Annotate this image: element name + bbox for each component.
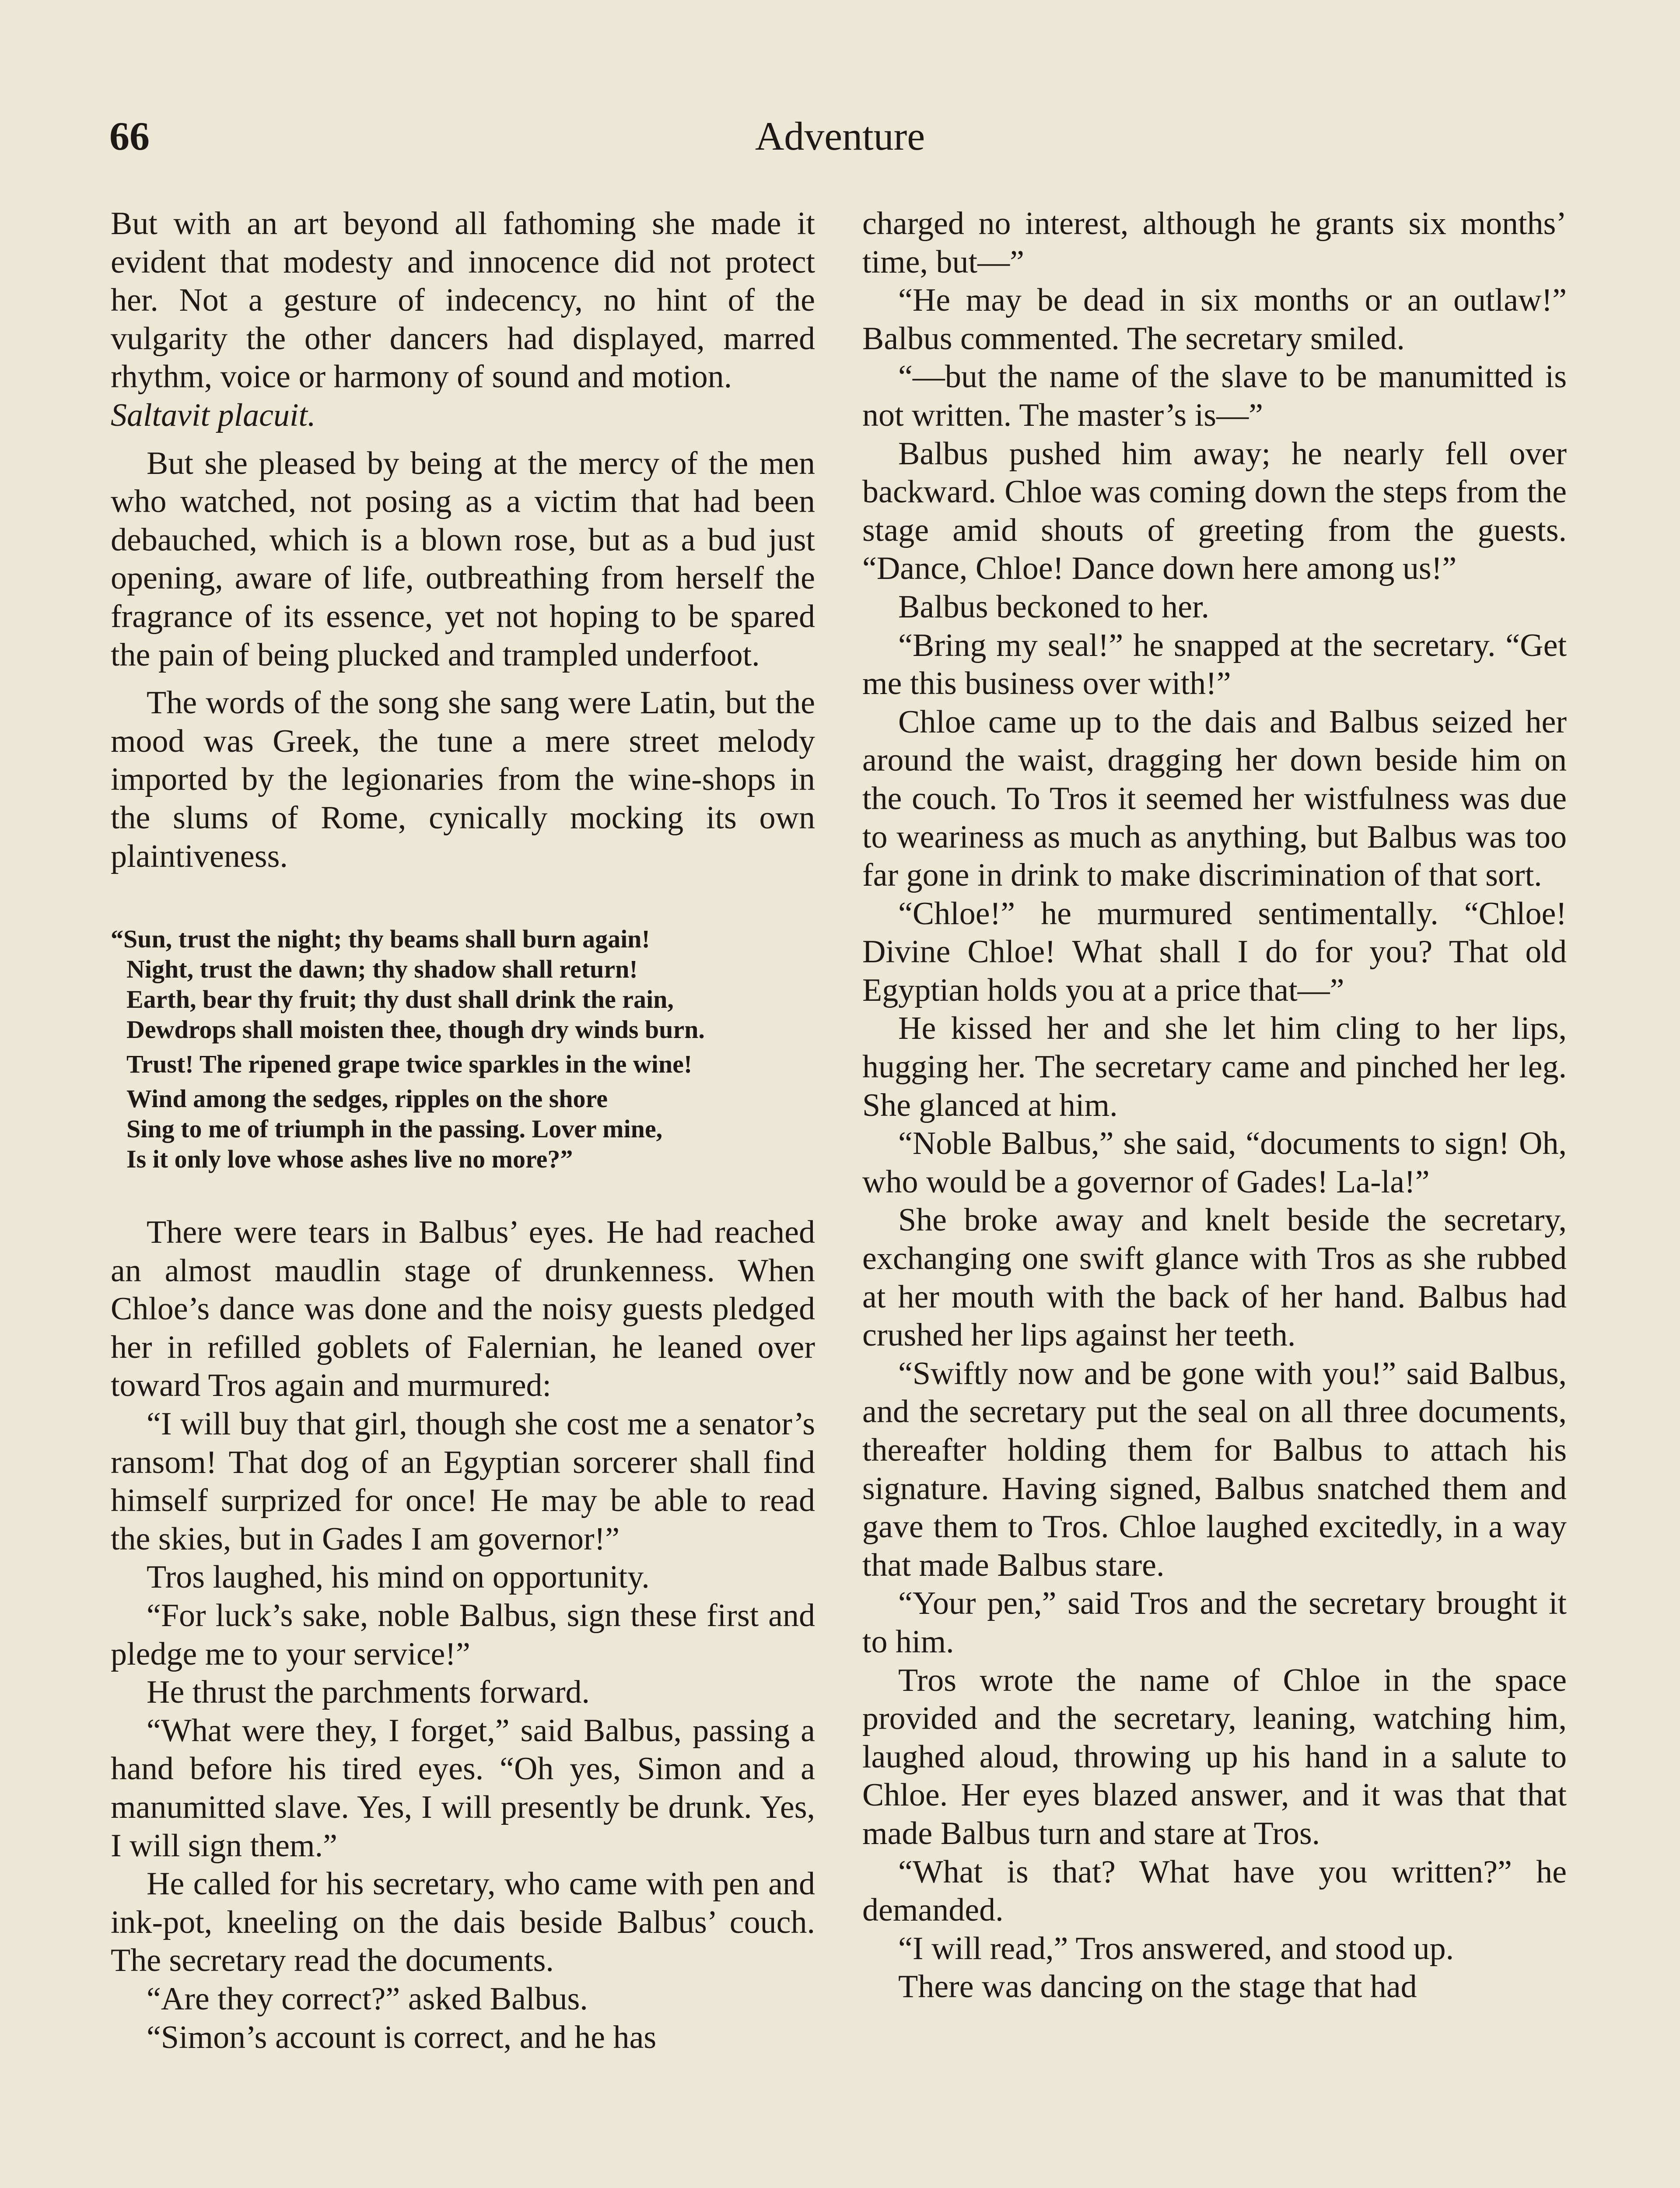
paragraph: Tros wrote the name of Chloe in the space provided and the secretary, leaning, watching him, laughed aloud, throwing up his hand in a salute to Chloe. Her eyes blazed answer, and it was that that made Balbus turn and stare at Tros. bbox=[862, 1662, 1567, 1851]
paragraph: The words of the song she sang were Latin, but the mood was Greek, the tune a mere street melody imported by the legionaries from the wine-shops in the slums of Rome, cynically mocking its own plaintiveness. bbox=[111, 685, 815, 874]
paragraph: “I will buy that girl, though she cost me a senator’s ransom! That dog of an Egyptian sorcerer shall find himself surprized for once! He may be able to read the skies, but in Gades I am governor!” bbox=[111, 1406, 815, 1557]
paragraph: “Simon’s account is correct, and he has bbox=[147, 2019, 657, 2055]
verse-line: Dewdrops shall moisten thee, though dry winds burn. bbox=[126, 1015, 705, 1044]
paragraph: He kissed her and she let him cling to her lips, hugging her. The secretary came and pinched her leg. She glanced at him. bbox=[862, 1010, 1567, 1123]
verse-line: Night, trust the dawn; thy shadow shall return! bbox=[126, 955, 638, 984]
verse-line: Is it only love whose ashes live no more?” bbox=[126, 1145, 573, 1174]
verse-line: Trust! The ripened grape twice sparkles in the wine! bbox=[126, 1050, 693, 1079]
paragraph: “I will read,” Tros answered, and stood up. bbox=[898, 1930, 1454, 1967]
paragraph: “Bring my seal!” he snapped at the secretary. “Get me this business over with!” bbox=[862, 627, 1567, 702]
paragraph: “What were they, I forget,” said Balbus, passing a hand before his tired eyes. “Oh yes, Simon and a manumitted slave. Yes, I will presently be drunk. Yes, I will sign them.” bbox=[111, 1712, 815, 1864]
paragraph: He called for his secretary, who came with pen and ink-pot, kneeling on the dais beside Balbus’ couch. The secretary read the documents. bbox=[111, 1866, 815, 1979]
verse-line: Wind among the sedges, ripples on the shore bbox=[126, 1084, 608, 1113]
verse-line: Earth, bear thy fruit; thy dust shall drink the rain, bbox=[126, 985, 674, 1014]
paragraph: “He may be dead in six months or an outlaw!” Balbus commented. The secretary smiled. bbox=[862, 282, 1567, 357]
right-column bbox=[862, 205, 1567, 2006]
paragraph: “Chloe!” he murmured sentimentally. “Chloe! Divine Chloe! What shall I do for you? That old Egyptian holds you at a price that—” bbox=[862, 895, 1567, 1008]
paragraph: “—but the name of the slave to be manumitted is not written. The master’s is—” bbox=[862, 359, 1567, 433]
paragraph: Chloe came up to the dais and Balbus seized her around the waist, dragging her down beside him on the couch. To Tros it seemed her wistfulness was due to weariness as much as anything, but Balbus was too far gone in drink to make discrimination of that sort. bbox=[862, 704, 1567, 894]
page-number: 66 bbox=[109, 114, 150, 158]
running-head: Adventure bbox=[755, 114, 925, 158]
left-column bbox=[111, 205, 815, 2057]
paragraph: He thrust the parchments forward. bbox=[147, 1674, 590, 1711]
paragraph: There were tears in Balbus’ eyes. He had reached an almost maudlin stage of drunkenness. When Chloe’s dance was done and the noisy guests pledged her in refilled goblets of Falernian, he leaned over toward Tros again and murmured: bbox=[111, 1214, 815, 1404]
paragraph: But she pleased by being at the mercy of the men who watched, not posing as a victim that had been debauched, which is a blown rose, but as a bud just opening, aware of life, outbreathing from herself the fragrance of its essence, yet not hoping to be spared the pain of being plucked and trampled underfoot. bbox=[111, 445, 815, 673]
paragraph: There was dancing on the stage that had bbox=[898, 1969, 1417, 2005]
verse-line: Sing to me of triumph in the passing. Lover mine, bbox=[126, 1115, 663, 1143]
song-verse bbox=[111, 924, 815, 1174]
paragraph: “Your pen,” said Tros and the secretary brought it to him. bbox=[862, 1585, 1567, 1660]
paragraph: “Are they correct?” asked Balbus. bbox=[147, 1981, 588, 2017]
verse-line: “Sun, trust the night; thy beams shall burn again! bbox=[111, 925, 650, 954]
paragraph: Balbus beckoned to her. bbox=[898, 589, 1210, 625]
paragraph: She broke away and knelt beside the secretary, exchanging one swift glance with Tros as she rubbed at her mouth with the back of her hand. Balbus had crushed her lips against her teeth. bbox=[862, 1202, 1567, 1353]
paragraph: Tros laughed, his mind on opportunity. bbox=[147, 1559, 650, 1595]
latin-phrase: Saltavit placuit. bbox=[111, 397, 316, 433]
paragraph: “For luck’s sake, noble Balbus, sign these first and pledge me to your service!” bbox=[111, 1598, 815, 1672]
paragraph: Balbus pushed him away; he nearly fell over backward. Chloe was coming down the steps from the stage amid shouts of greeting from the guests. “Dance, Chloe! Dance down here among us!” bbox=[862, 435, 1567, 587]
paragraph: “Swiftly now and be gone with you!” said Balbus, and the secretary put the seal on all three documents, thereafter holding them for Balbus to attach his signature. Having signed, Balbus snatched them and gave them to Tros. Chloe laughed excitedly, in a way that made Balbus stare. bbox=[862, 1355, 1567, 1583]
paragraph: “Noble Balbus,” she said, “documents to sign! Oh, who would be a governor of Gades! La-la!” bbox=[862, 1126, 1567, 1200]
paragraph: “What is that? What have you written?” he demanded. bbox=[862, 1854, 1567, 1929]
paragraph: But with an art beyond all fathoming she made it evident that modesty and innocence did not protect her. Not a gesture of indecency, no hint of the vulgarity the other dancers had displayed, marred rhythm, voice or harmony of sound and motion. Saltavit placuit. bbox=[111, 206, 815, 433]
paragraph: charged no interest, although he grants six months’ time, but—” bbox=[862, 206, 1567, 280]
page-header bbox=[109, 113, 1571, 161]
